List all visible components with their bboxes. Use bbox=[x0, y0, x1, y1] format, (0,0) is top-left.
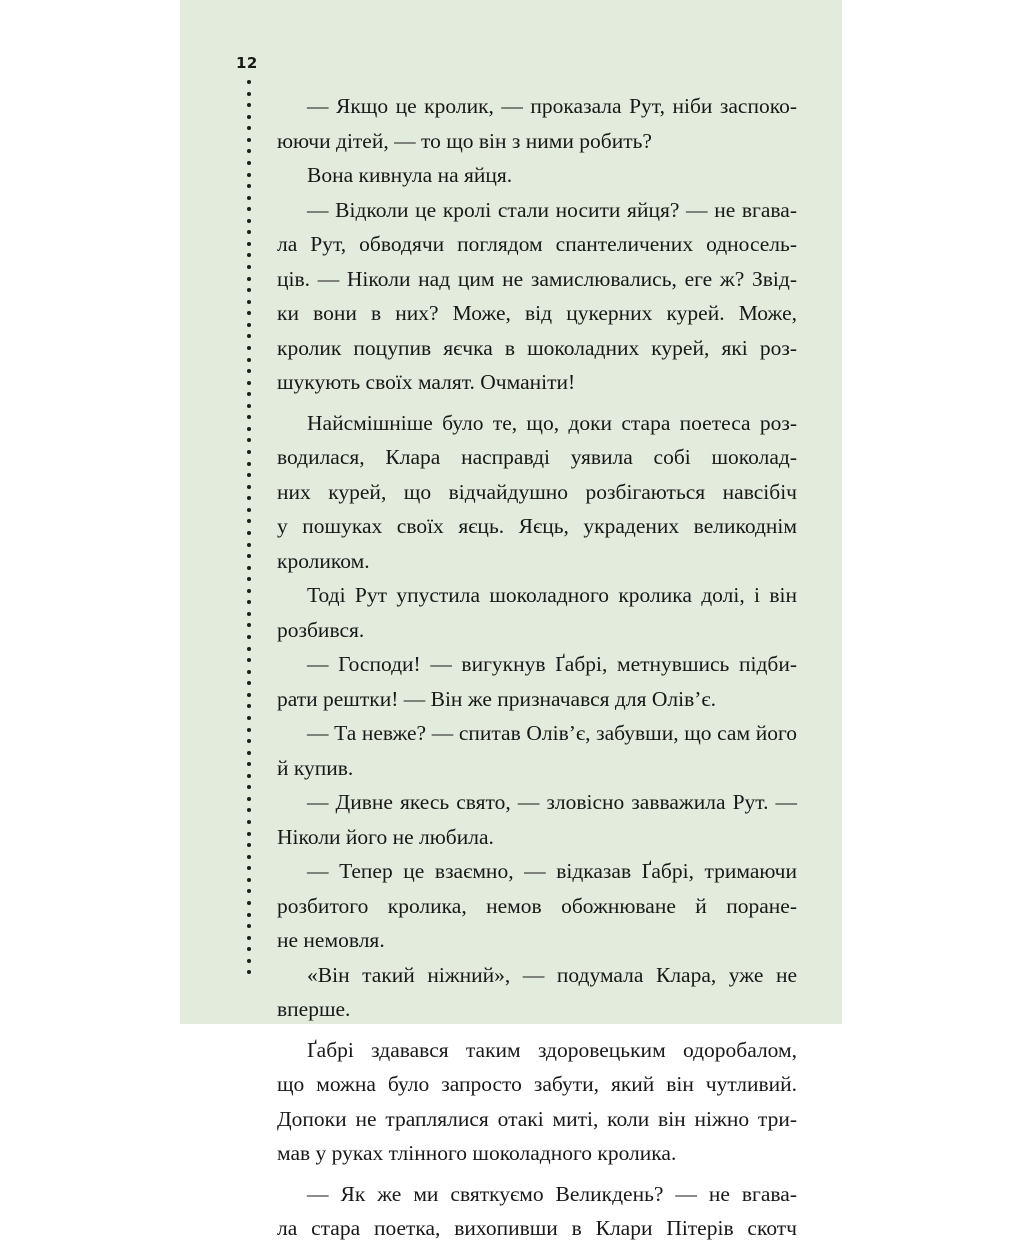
dot bbox=[247, 936, 251, 940]
dot bbox=[247, 843, 251, 847]
dot bbox=[247, 462, 251, 466]
text-line: що можна було запросто забути, який він чутливий. bbox=[277, 1072, 797, 1096]
dot bbox=[247, 115, 251, 119]
dot bbox=[247, 196, 251, 200]
dot bbox=[247, 855, 251, 859]
dot bbox=[247, 219, 251, 223]
dot bbox=[247, 531, 251, 535]
body-text bbox=[277, 89, 797, 1246]
dot bbox=[247, 681, 251, 685]
text-line: ки вони в них? Може, від цукерних курей. Може, bbox=[277, 301, 797, 325]
dot bbox=[247, 947, 251, 951]
dot bbox=[247, 103, 251, 107]
text-line: Ґабрі здавався таким здоровецьким одоробалом, bbox=[307, 1037, 797, 1062]
dot bbox=[247, 913, 251, 917]
dot bbox=[247, 728, 251, 732]
dot bbox=[247, 149, 251, 153]
dot bbox=[247, 959, 251, 963]
dot bbox=[247, 762, 251, 766]
text-line: — Господи! — вигукнув Ґабрі, метнувшись підби- bbox=[307, 652, 797, 676]
text-line: мав у руках тлінного шоколадного кролика. bbox=[277, 1141, 677, 1165]
dot bbox=[247, 774, 251, 778]
dot bbox=[247, 704, 251, 708]
dot bbox=[247, 508, 251, 512]
dot bbox=[247, 358, 251, 362]
dot bbox=[247, 92, 251, 96]
text-line: не немовля. bbox=[277, 928, 385, 952]
dot bbox=[247, 311, 251, 315]
dot bbox=[247, 670, 251, 674]
dot bbox=[247, 300, 251, 304]
text-line: ла стара поетка, вихопивши в Клари Пітерів скотч bbox=[277, 1216, 797, 1240]
dot bbox=[247, 739, 251, 743]
text-line: — Якщо це кролик, — проказала Рут, ніби заспоко- bbox=[307, 94, 797, 118]
text-line: рати рештки! — Він же призначався для Олів’є. bbox=[277, 686, 717, 711]
dot bbox=[247, 716, 251, 720]
dot bbox=[247, 346, 251, 350]
text-line: Вона кивнула на яйця. bbox=[307, 163, 513, 187]
dot bbox=[247, 265, 251, 269]
text-line: — Відколи це кролі стали носити яйця? — не вгава- bbox=[307, 197, 797, 222]
dot bbox=[247, 253, 251, 257]
dot bbox=[247, 820, 251, 824]
text-line: — Як же ми святкуємо Великдень? — не вгава- bbox=[307, 1181, 797, 1206]
dot bbox=[247, 623, 251, 627]
dot bbox=[247, 612, 251, 616]
text-line: ців. — Ніколи над цим не замислювались, еге ж? Звід- bbox=[277, 266, 797, 291]
dot bbox=[247, 126, 251, 130]
text-line: розбитого кролика, немов обожнюване й поране- bbox=[277, 893, 797, 918]
dot bbox=[247, 381, 251, 385]
dot bbox=[247, 519, 251, 523]
dot bbox=[247, 138, 251, 142]
dot bbox=[247, 473, 251, 477]
dot bbox=[247, 566, 251, 570]
dot bbox=[247, 230, 251, 234]
dot bbox=[247, 404, 251, 408]
dot bbox=[247, 334, 251, 338]
page-number: 12 bbox=[236, 54, 258, 72]
dot bbox=[247, 889, 251, 893]
dot bbox=[247, 369, 251, 373]
dot bbox=[247, 808, 251, 812]
dot bbox=[247, 543, 251, 547]
text-line: Найсмішніше було те, що, доки стара поетеса роз- bbox=[307, 410, 797, 435]
dot bbox=[247, 173, 251, 177]
text-line: кролик поцупив яєчка в шоколадних курей, які роз- bbox=[277, 335, 797, 360]
dot bbox=[247, 635, 251, 639]
dot bbox=[247, 970, 251, 974]
text-line: «Він такий ніжний», — подумала Клара, уже не bbox=[307, 962, 797, 987]
dot bbox=[247, 554, 251, 558]
dot bbox=[247, 277, 251, 281]
dot bbox=[247, 901, 251, 905]
text-line: ла Рут, обводячи поглядом спантеличених односель- bbox=[277, 232, 797, 256]
dot bbox=[247, 438, 251, 442]
text-line: розбився. bbox=[277, 617, 365, 642]
text-line: Тоді Рут упустила шоколадного кролика долі, і він bbox=[307, 583, 797, 607]
dot bbox=[247, 751, 251, 755]
text-line: — Та невже? — спитав Олів’є, забувши, що сам його bbox=[307, 721, 797, 745]
dot bbox=[247, 785, 251, 789]
dot bbox=[247, 242, 251, 246]
text-line: шукують своїх малят. Очманіти! bbox=[277, 370, 576, 394]
dot bbox=[247, 392, 251, 396]
dot bbox=[247, 323, 251, 327]
dot bbox=[247, 288, 251, 292]
text-line: вперше. bbox=[277, 997, 351, 1021]
dot bbox=[247, 658, 251, 662]
text-line: Ніколи його не любила. bbox=[277, 824, 494, 849]
dot bbox=[247, 207, 251, 211]
text-line: й купив. bbox=[277, 755, 354, 780]
dot bbox=[247, 415, 251, 419]
dot bbox=[247, 924, 251, 928]
text-line: — Тепер це взаємно, — відказав Ґабрі, тримаючи bbox=[307, 859, 797, 883]
dot bbox=[247, 797, 251, 801]
dotted-rule bbox=[246, 80, 252, 975]
dot bbox=[247, 427, 251, 431]
text-line: юючи дітей, — то що він з ними робить? bbox=[277, 128, 652, 153]
dot bbox=[247, 161, 251, 165]
dot bbox=[247, 832, 251, 836]
text-line: водилася, Клара насправді уявила собі шоколад- bbox=[277, 445, 797, 469]
dot bbox=[247, 866, 251, 870]
dot bbox=[247, 80, 251, 84]
dot bbox=[247, 485, 251, 489]
dot bbox=[247, 496, 251, 500]
dot bbox=[247, 589, 251, 593]
dot bbox=[247, 878, 251, 882]
dot bbox=[247, 184, 251, 188]
dot bbox=[247, 450, 251, 454]
dot bbox=[247, 647, 251, 651]
text-line: — Дивне якесь свято, — зловісно завважила Рут. — bbox=[307, 790, 797, 814]
text-line: них курей, що відчайдушно розбігаються навсібіч bbox=[277, 479, 797, 504]
dot bbox=[247, 577, 251, 581]
text-line: кроликом. bbox=[277, 548, 370, 573]
dot bbox=[247, 600, 251, 604]
text-line: у пошуках своїх яєць. Яєць, украдених великоднім bbox=[277, 514, 797, 538]
text-line: Допоки не траплялися отакі миті, коли він ніжно три- bbox=[277, 1106, 797, 1131]
dot bbox=[247, 693, 251, 697]
